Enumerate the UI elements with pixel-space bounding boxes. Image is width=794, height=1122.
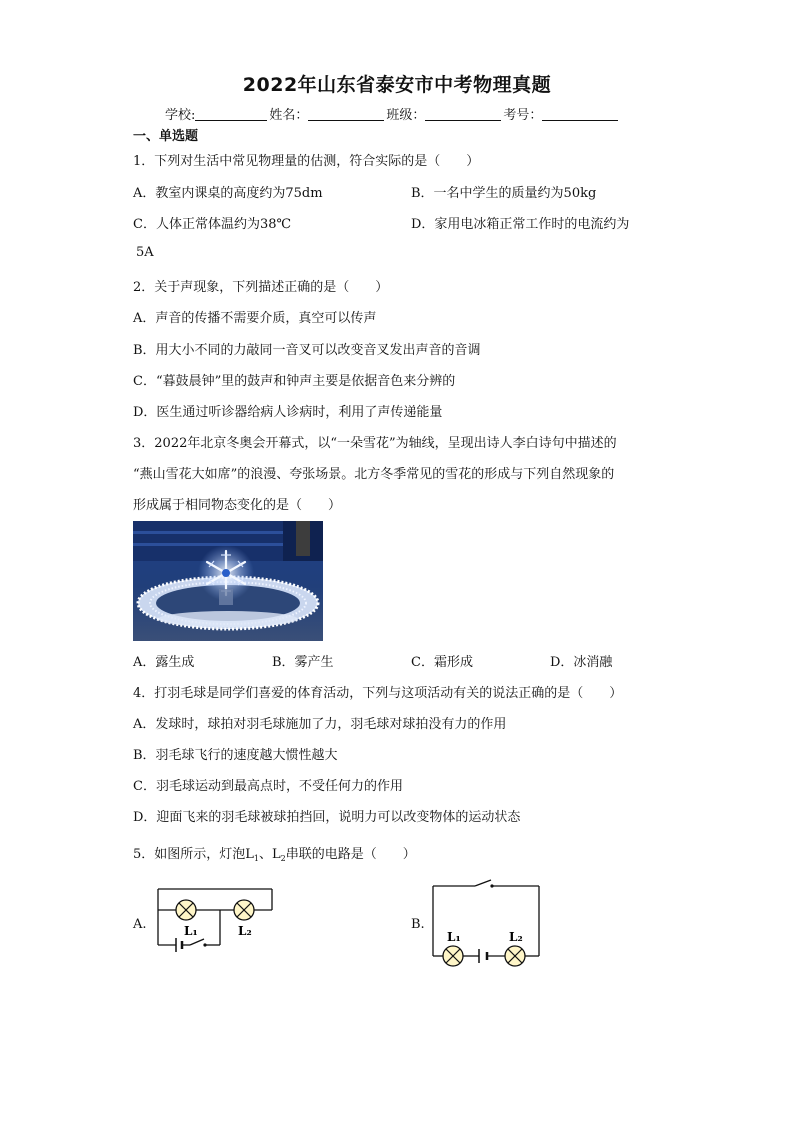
q4-option-d: D．迎面飞来的羽毛球被球拍挡回，说明力可以改变物体的运动状态 [133, 810, 521, 825]
battery-b-icon [479, 949, 487, 963]
lamp-l1-b-icon [443, 946, 463, 966]
label-l1-a: L₁ [184, 924, 198, 938]
q5-stem [133, 843, 416, 863]
q1-option-d-cont: 5A [136, 245, 154, 260]
q4-option-b: B．羽毛球飞行的速度越大惯性越大 [133, 748, 338, 763]
q5-sub-2: 2 [280, 854, 286, 863]
q3-line-2: “燕山雪花大如席”的浪漫、夸张场景。北方冬季常见的雪花的形成与下列自然现象的 [133, 467, 615, 482]
q2-option-c: C．“暮鼓晨钟”里的鼓声和钟声主要是依据音色来分辨的 [133, 374, 456, 389]
q3-line-3: 形成属于相同物态变化的是（ ） [133, 498, 342, 513]
q5-stem-pre: 5．如图所示，灯泡L [133, 847, 254, 862]
q2-option-b: B．用大小不同的力敲同一音叉可以改变音叉发出声音的音调 [133, 343, 481, 358]
q5-stem-post: 串联的电路是（ ） [285, 847, 416, 862]
lamp-l2-icon [234, 900, 254, 920]
q2-option-d: D．医生通过听诊器给病人诊病时，利用了声传递能量 [133, 405, 443, 420]
q2-option-a: A．声音的传播不需要介质，真空可以传声 [133, 311, 377, 326]
section-heading: 一、单选题 [133, 129, 199, 144]
label-l2-b: L₂ [509, 930, 523, 944]
switch-icon [203, 943, 206, 946]
school-blank[interactable] [195, 108, 267, 121]
label-l1-b: L₁ [447, 930, 461, 944]
class-label: 班级： [386, 108, 426, 123]
q3-option-c: C．霜形成 [411, 655, 473, 670]
q5-option-b-label: B. [411, 917, 425, 932]
q5-option-a-label: A. [133, 917, 147, 932]
q3-option-d: D．冰消融 [550, 655, 613, 670]
q1-option-d: D．家用电冰箱正常工作时的电流约为 [411, 217, 630, 232]
q5-stem-mid: 、L [259, 847, 281, 862]
exam-no-label: 考号： [503, 108, 543, 123]
lamp-l2-b-icon [505, 946, 525, 966]
switch-b-icon [490, 884, 493, 887]
q1-option-a: A．教室内课桌的高度约为75dm [133, 186, 323, 201]
school-label: 学校: [165, 108, 196, 123]
exam-no-blank[interactable] [542, 108, 618, 121]
q3-option-b: B．雾产生 [272, 655, 334, 670]
circuit-diagram-a [150, 885, 280, 965]
q3-option-a: A．露生成 [133, 655, 195, 670]
page-title: 2022年山东省泰安市中考物理真题 [242, 74, 552, 96]
battery-icon [176, 938, 182, 952]
class-blank[interactable] [425, 108, 501, 121]
q5-sub-1: 1 [253, 854, 259, 863]
q1-option-c: C．人体正常体温约为38℃ [133, 217, 292, 232]
q2-stem: 2．关于声现象，下列描述正确的是（ ） [133, 280, 389, 295]
olympic-snowflake-photo [133, 521, 323, 641]
q4-stem: 4．打羽毛球是同学们喜爱的体育活动，下列与这项活动有关的说法正确的是（ ） [133, 686, 623, 701]
q4-option-a: A．发球时，球拍对羽毛球施加了力，羽毛球对球拍没有力的作用 [133, 717, 507, 732]
label-l2-a: L₂ [238, 924, 252, 938]
circuit-diagram-b [425, 878, 550, 973]
q4-option-c: C．羽毛球运动到最高点时，不受任何力的作用 [133, 779, 403, 794]
student-info-row [165, 104, 620, 123]
name-label: 姓名： [269, 108, 309, 123]
q1-stem: 1．下列对生活中常见物理量的估测，符合实际的是（ ） [133, 154, 480, 169]
lamp-l1-icon [176, 900, 196, 920]
q1-option-b: B．一名中学生的质量约为50kg [411, 186, 597, 201]
q3-line-1: 3．2022年北京冬奥会开幕式，以“一朵雪花”为轴线，呈现出诗人李白诗句中描述的 [133, 436, 617, 451]
name-blank[interactable] [308, 108, 384, 121]
